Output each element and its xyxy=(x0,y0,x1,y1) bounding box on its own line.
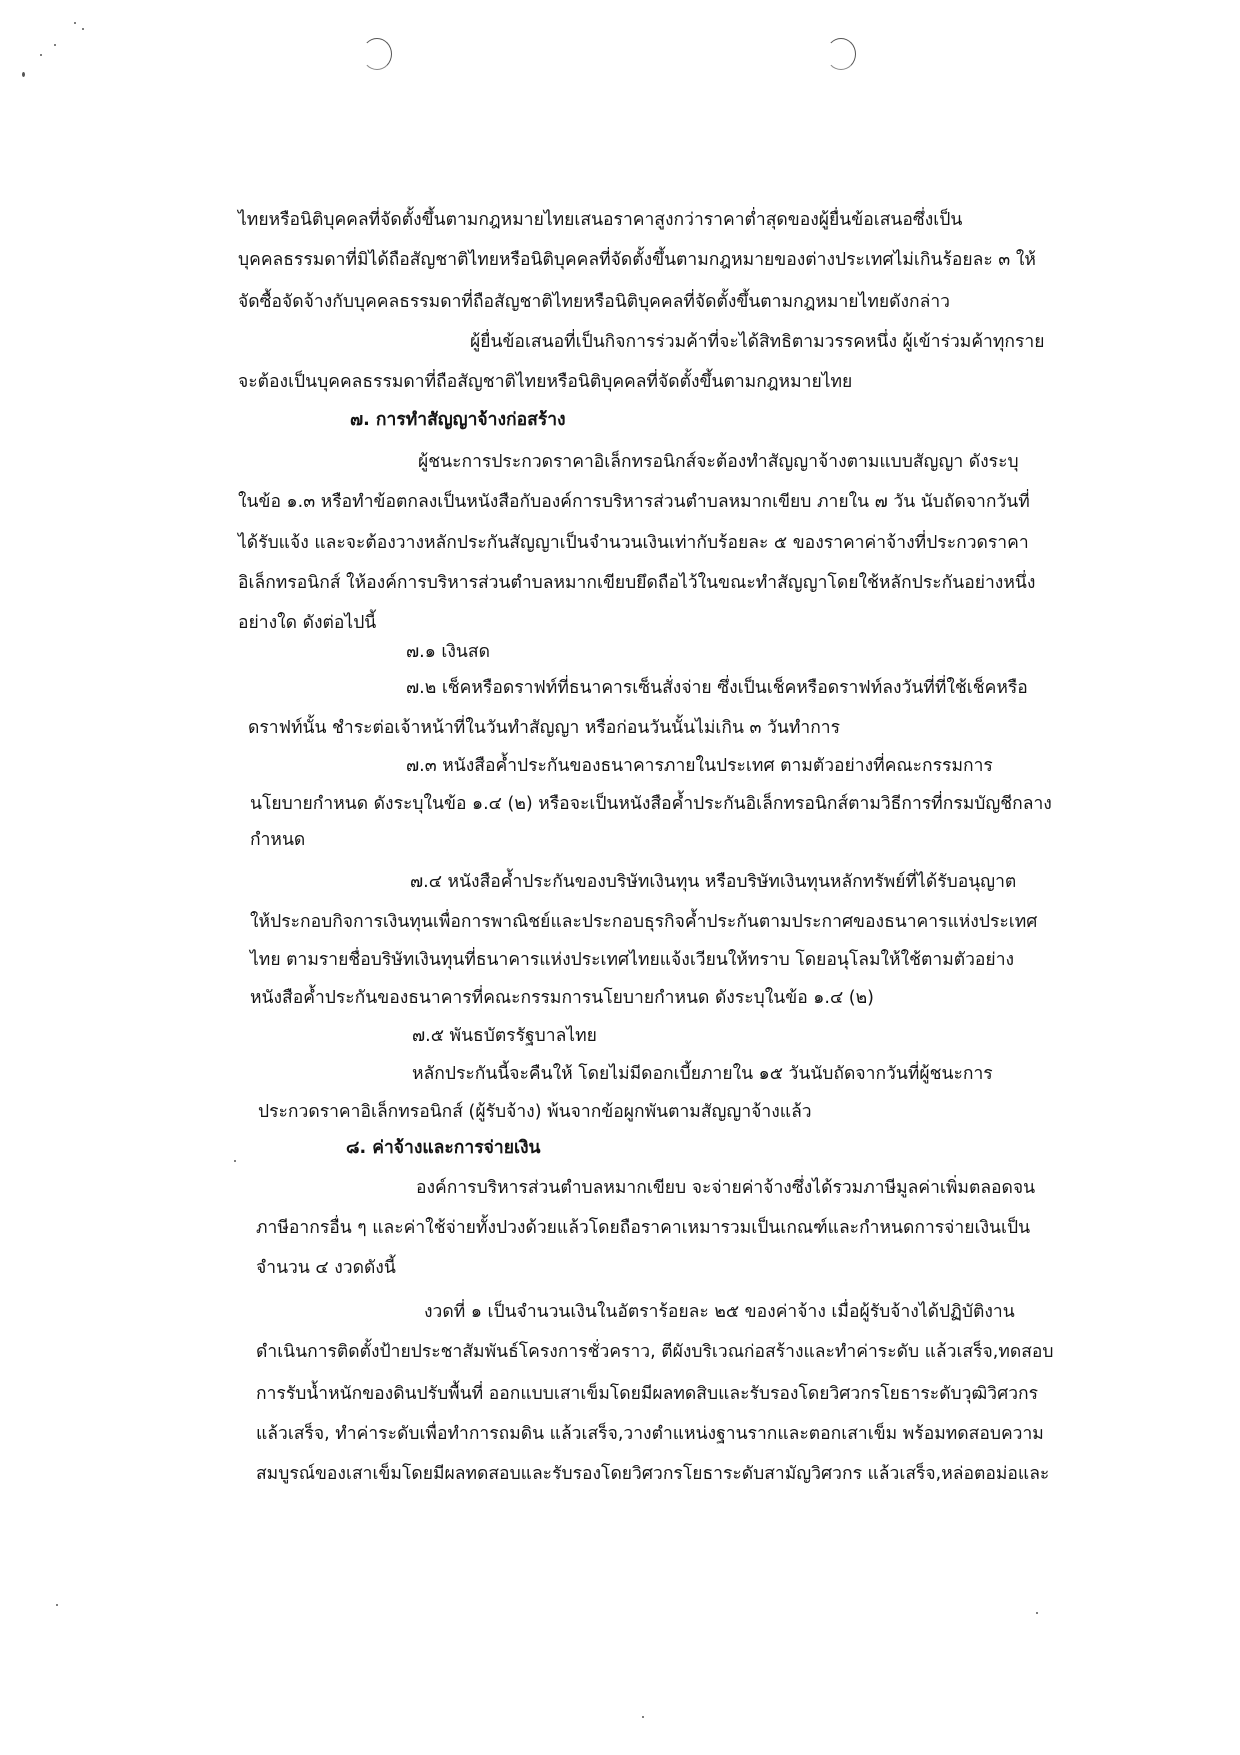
text-line: บุคคลธรรมดาที่มิได้ถือสัญชาติไทยหรือนิติบุคคลที่จัดตั้งขึ้นตามกฎหมายของต่างประเทศไม่เกินร้อยละ ๓ ให้ xyxy=(238,250,1036,270)
text-line: ดราฟท์นั้น ชำระต่อเจ้าหน้าที่ในวันทำสัญญา หรือก่อนวันนั้นไม่เกิน ๓ วันทำการ xyxy=(248,718,841,738)
scan-speck xyxy=(642,1716,644,1718)
section-heading: ๘. ค่าจ้างและการจ่ายเงิน xyxy=(346,1138,541,1158)
text-line: ๗.๕ พันธบัตรรัฐบาลไทย xyxy=(412,1026,597,1046)
text-line: ประกวดราคาอิเล็กทรอนิกส์ (ผู้รับจ้าง) พ้นจากข้อผูกพันตามสัญญาจ้างแล้ว xyxy=(258,1102,812,1122)
text-line: ผู้ชนะการประกวดราคาอิเล็กทรอนิกส์จะต้องทำสัญญาจ้างตามแบบสัญญา ดังระบุ xyxy=(418,452,1019,472)
scan-speck xyxy=(22,72,25,77)
text-line: จะต้องเป็นบุคคลธรรมดาที่ถือสัญชาติไทยหรือนิติบุคคลที่จัดตั้งขึ้นตามกฎหมายไทย xyxy=(238,372,853,392)
text-line: การรับน้ำหนักของดินปรับพื้นที่ ออกแบบเสาเข็มโดยมีผลทดสิบและรับรองโดยวิศวกรโยธาระดับวุฒิวิศวกร xyxy=(256,1384,1039,1404)
text-line: ดำเนินการติดตั้งป้ายประชาสัมพันธ์โครงการชั่วคราว, ตีผังบริเวณก่อสร้างและทำค่าระดับ แล้วเสร็จ,ทดสอบ xyxy=(256,1342,1054,1362)
text-line: หนังสือค้ำประกันของธนาคารที่คณะกรรมการนโยบายกำหนด ดังระบุในข้อ ๑.๔ (๒) xyxy=(250,988,874,1008)
text-line: จัดซื้อจัดจ้างกับบุคคลธรรมดาที่ถือสัญชาติไทยหรือนิติบุคคลที่จัดตั้งขึ้นตามกฎหมายไทยดังกล่าว xyxy=(238,292,951,312)
punch-hole-right-icon xyxy=(826,38,856,70)
text-line: ไทยหรือนิติบุคคลที่จัดตั้งขึ้นตามกฎหมายไทยเสนอราคาสูงกว่าราคาต่ำสุดของผู้ยื่นข้อเสนอซึ่งเป็น xyxy=(238,210,963,230)
text-line: องค์การบริหารส่วนตำบลหมากเขียบ จะจ่ายค่าจ้างซึ่งได้รวมภาษีมูลค่าเพิ่มตลอดจน xyxy=(416,1178,1036,1198)
text-line: อิเล็กทรอนิกส์ ให้องค์การบริหารส่วนตำบลหมากเขียบยึดถือไว้ในขณะทำสัญญาโดยใช้หลักประกันอย่างหนึ่ง xyxy=(238,573,1036,593)
text-line: ไทย ตามรายชื่อบริษัทเงินทุนที่ธนาคารแห่งประเทศไทยแจ้งเวียนให้ทราบ โดยอนุโลมให้ใช้ตามตัวอย่าง xyxy=(250,950,1015,970)
scan-speck xyxy=(74,22,76,24)
text-line: ภาษีอากรอื่น ๆ และค่าใช้จ่ายทั้งปวงด้วยแล้วโดยถือราคาเหมารวมเป็นเกณฑ์และกำหนดการจ่ายเงินเป็น xyxy=(256,1218,1031,1238)
text-line: ได้รับแจ้ง และจะต้องวางหลักประกันสัญญาเป็นจำนวนเงินเท่ากับร้อยละ ๕ ของราคาค่าจ้างที่ประกวดราคา xyxy=(238,533,1029,553)
text-line: ให้ประกอบกิจการเงินทุนเพื่อการพาณิชย์และประกอบธุรกิจค้ำประกันตามประกาศของธนาคารแห่งประเทศ xyxy=(250,912,1038,932)
text-line: ๗.๔ หนังสือค้ำประกันของบริษัทเงินทุน หรือบริษัทเงินทุนหลักทรัพย์ที่ได้รับอนุญาต xyxy=(410,872,1017,892)
punch-hole-left-icon xyxy=(362,38,392,70)
scan-speck xyxy=(234,1160,236,1162)
scan-speck xyxy=(82,28,84,30)
scan-speck xyxy=(56,1604,58,1606)
text-line: ๗.๒ เช็คหรือดราฟท์ที่ธนาคารเซ็นสั่งจ่าย ซึ่งเป็นเช็คหรือดราฟท์ลงวันที่ที่ใช้เช็คหรือ xyxy=(406,678,1028,698)
text-line: แล้วเสร็จ, ทำค่าระดับเพื่อทำการถมดิน แล้วเสร็จ,วางตำแหน่งฐานรากและตอกเสาเข็ม พร้อมทดสอบความ xyxy=(256,1424,1044,1444)
text-line: สมบูรณ์ของเสาเข็มโดยมีผลทดสอบและรับรองโดยวิศวกรโยธาระดับสามัญวิศวกร แล้วเสร็จ,หล่อตอม่อและ xyxy=(256,1464,1050,1484)
text-line: จำนวน ๔ งวดดังนี้ xyxy=(256,1258,396,1278)
text-line: กำหนด xyxy=(250,830,306,850)
text-line: ๗.๑ เงินสด xyxy=(406,642,490,662)
text-line: ผู้ยื่นข้อเสนอที่เป็นกิจการร่วมค้าที่จะได้สิทธิตามวรรคหนึ่ง ผู้เข้าร่วมค้าทุกราย xyxy=(470,332,1045,352)
scan-speck xyxy=(40,54,42,56)
scan-speck xyxy=(1036,1612,1038,1614)
text-line: ๗.๓ หนังสือค้ำประกันของธนาคารภายในประเทศ ตามตัวอย่างที่คณะกรรมการ xyxy=(406,756,993,776)
text-line: อย่างใด ดังต่อไปนี้ xyxy=(238,613,377,633)
text-line: งวดที่ ๑ เป็นจำนวนเงินในอัตราร้อยละ ๒๕ ของค่าจ้าง เมื่อผู้รับจ้างได้ปฏิบัติงาน xyxy=(424,1302,1015,1322)
text-line: นโยบายกำหนด ดังระบุในข้อ ๑.๔ (๒) หรือจะเป็นหนังสือค้ำประกันอิเล็กทรอนิกส์ตามวิธีการที่กรมบัญชีกลาง xyxy=(250,794,1052,814)
section-heading: ๗. การทำสัญญาจ้างก่อสร้าง xyxy=(350,410,566,430)
text-line: ในข้อ ๑.๓ หรือทำข้อตกลงเป็นหนังสือกับองค์การบริหารส่วนตำบลหมากเขียบ ภายใน ๗ วัน นับถัดจากวันที่ xyxy=(238,492,1030,512)
scan-speck xyxy=(54,44,56,46)
text-line: หลักประกันนี้จะคืนให้ โดยไม่มีดอกเบี้ยภายใน ๑๕ วันนับถัดจากวันที่ผู้ชนะการ xyxy=(412,1064,993,1084)
